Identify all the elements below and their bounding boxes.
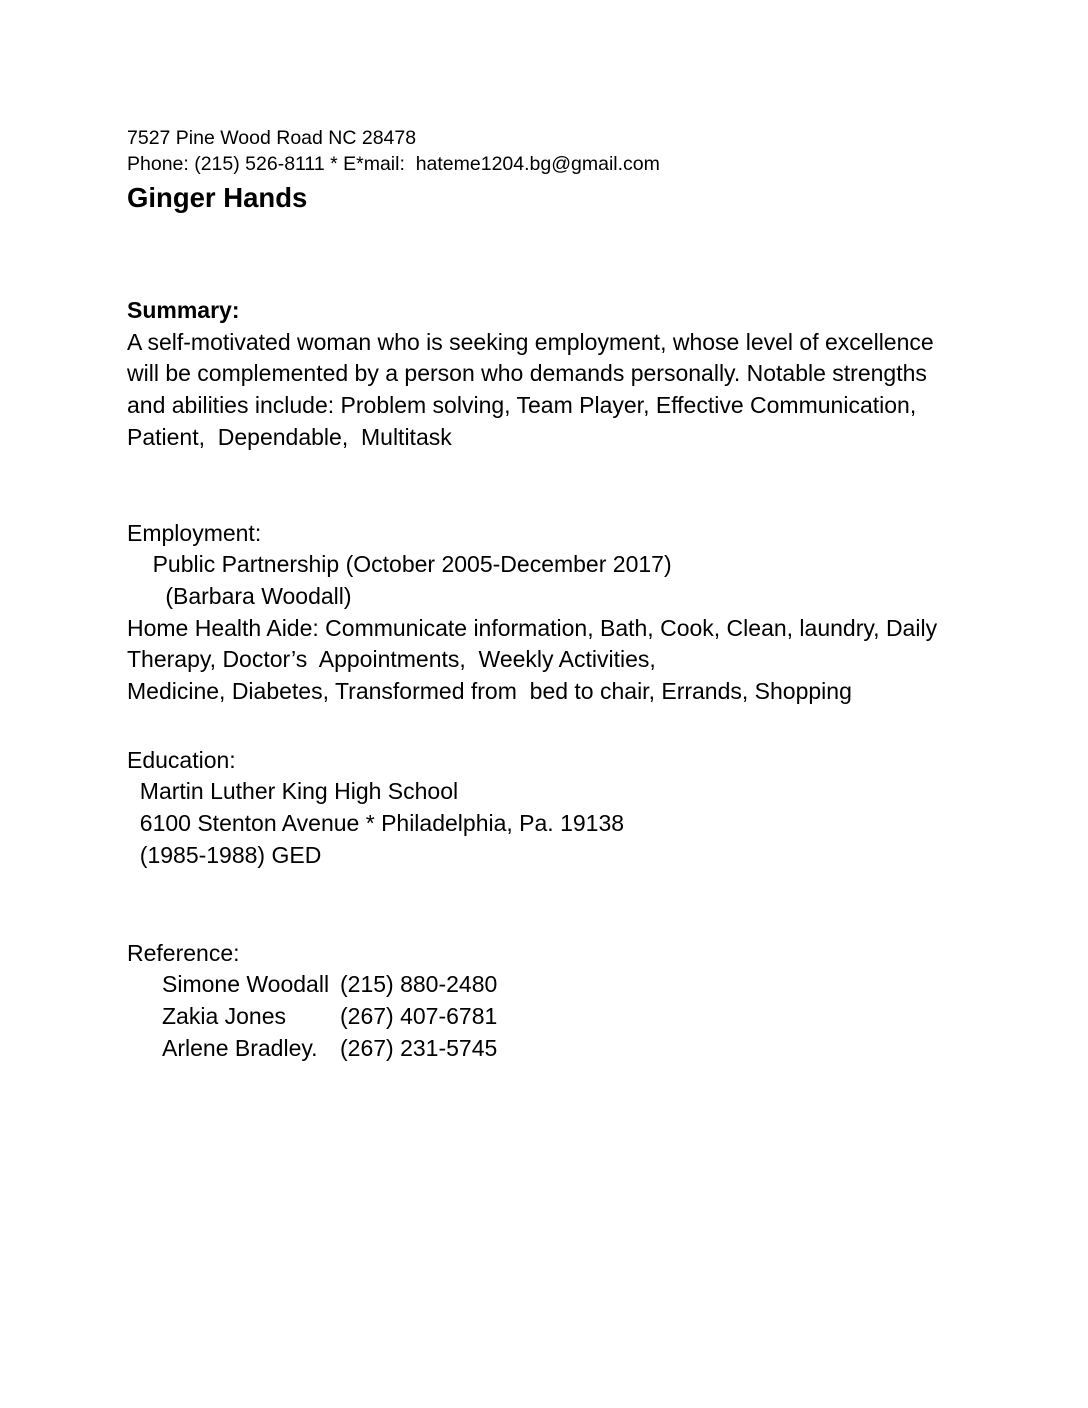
reference-phone: (267) 407-6781: [340, 1002, 498, 1029]
summary-line: will be complemented by a person who demands personally. Notable strengths: [127, 360, 927, 387]
reference-name: Arlene Bradley.: [162, 1034, 318, 1061]
education-heading: Education:: [127, 746, 236, 773]
reference-row: [127, 969, 948, 1001]
address-line: 7527 Pine Wood Road NC 28478: [127, 127, 417, 149]
reference-name: Zakia Jones: [162, 1002, 287, 1029]
person-name: Ginger Hands: [127, 182, 308, 213]
reference-section: [127, 938, 948, 1065]
summary-heading: Summary:: [127, 297, 240, 323]
reference-row: [127, 1001, 948, 1033]
reference-phone: (267) 231-5745: [340, 1034, 498, 1061]
summary-line: Patient, Dependable, Multitask: [127, 423, 452, 450]
employment-line: Therapy, Doctor’s Appointments, Weekly Activities,: [127, 646, 656, 673]
education-line: 6100 Stenton Avenue * Philadelphia, Pa. 19138: [127, 810, 625, 837]
header: [127, 125, 948, 216]
employment-section: [127, 518, 948, 708]
reference-phone: (215) 880-2480: [340, 971, 498, 998]
education-section: [127, 745, 948, 872]
employment-line: Home Health Aide: Communicate information, Bath, Cook, Clean, laundry, Daily: [127, 614, 938, 641]
summary-section: [127, 295, 948, 454]
reference-row: [127, 1033, 948, 1065]
employment-heading: Employment:: [127, 519, 262, 546]
education-line: (1985-1988) GED: [127, 841, 322, 868]
contact-line: Phone: (215) 526-8111 * E*mail: hateme1204.bg@gmail.com: [127, 153, 660, 175]
summary-line: and abilities include: Problem solving, Team Player, Effective Communication,: [127, 392, 917, 419]
employment-line: Public Partnership (October 2005-December 2017): [127, 551, 672, 578]
education-line: Martin Luther King High School: [127, 778, 459, 805]
reference-heading: Reference:: [127, 939, 240, 966]
employment-line: Medicine, Diabetes, Transformed from bed to chair, Errands, Shopping: [127, 678, 852, 705]
employment-line: (Barbara Woodall): [127, 582, 352, 609]
reference-name: Simone Woodall: [162, 971, 330, 998]
summary-line: A self-motivated woman who is seeking employment, whose level of excellence: [127, 328, 934, 355]
